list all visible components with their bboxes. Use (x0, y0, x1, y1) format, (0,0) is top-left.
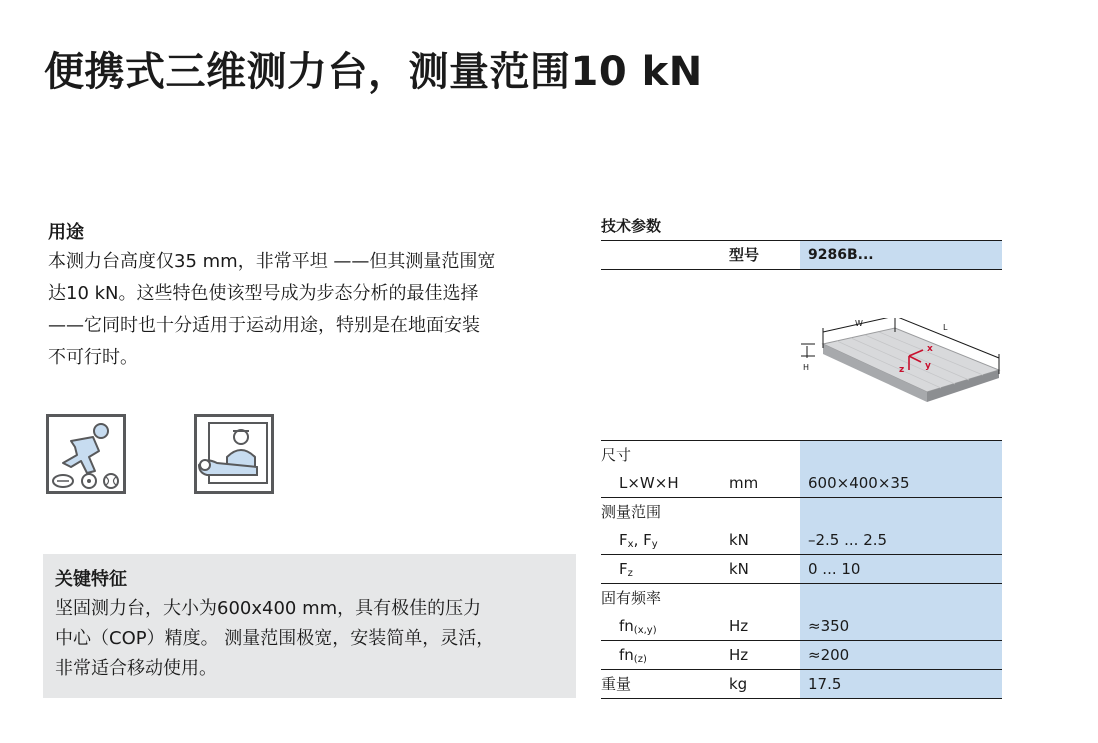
key-features-panel (43, 554, 576, 698)
dim-h-label: H (803, 363, 810, 372)
model-value: 9286B... (800, 241, 1002, 269)
usage-section (48, 218, 568, 374)
specs-table (601, 440, 1002, 699)
features-line: 中心（COP）精度。 测量范围极宽，安装简单，灵活， (55, 628, 495, 649)
usage-heading: 用途 (48, 222, 84, 243)
table-row: $F_x$, $F_y$ kN –2.5 ... 2.5 (601, 526, 1002, 555)
usage-line: 不可行时。 (48, 347, 138, 368)
force-plate-illustration (797, 318, 1003, 438)
dim-w-label: W (855, 319, 863, 328)
axis-y-label: y (925, 361, 931, 371)
model-row (601, 240, 1002, 270)
force-plate-diagram (601, 270, 1002, 440)
usage-line: ——它同时也十分适用于运动用途，特别是在地面安装 (48, 315, 480, 336)
model-label: 型号 (729, 246, 760, 264)
table-row: L×W×H mm 600×400×35 (601, 469, 1002, 498)
usage-line: 达10 kN。这些特色使该型号成为步态分析的最佳选择 (48, 283, 479, 304)
axis-x-label: x (927, 344, 933, 354)
tech-specs (601, 214, 1002, 693)
features-line: 坚固测力台，大小为600x400 mm，具有极佳的压力 (55, 598, 482, 619)
axis-z-label: z (899, 365, 905, 375)
table-row: 固有频率 (601, 584, 1002, 612)
usage-line: 本测力台高度仅35 mm，非常平坦 ——但其测量范围宽 (48, 251, 496, 272)
table-row: 测量范围 (601, 498, 1002, 526)
dim-l-label: L (943, 323, 948, 332)
table-row: $fn_{(z)}$ Hz ≈200 (601, 641, 1002, 670)
page-title: 便携式三维测力台，测量范围10 kN (44, 49, 703, 95)
medical-rehab-icon (194, 414, 274, 494)
table-row: 重量 kg 17.5 (601, 670, 1002, 699)
table-row: $F_z$ kN 0 ... 10 (601, 555, 1002, 584)
table-row: $fn_{(x,y)}$ Hz ≈350 (601, 612, 1002, 641)
sports-icon (46, 414, 126, 494)
features-heading: 关键特征 (55, 569, 127, 590)
table-row: 尺寸 (601, 441, 1002, 469)
specs-heading: 技术参数 (601, 217, 662, 235)
features-line: 非常适合移动使用。 (55, 658, 217, 679)
